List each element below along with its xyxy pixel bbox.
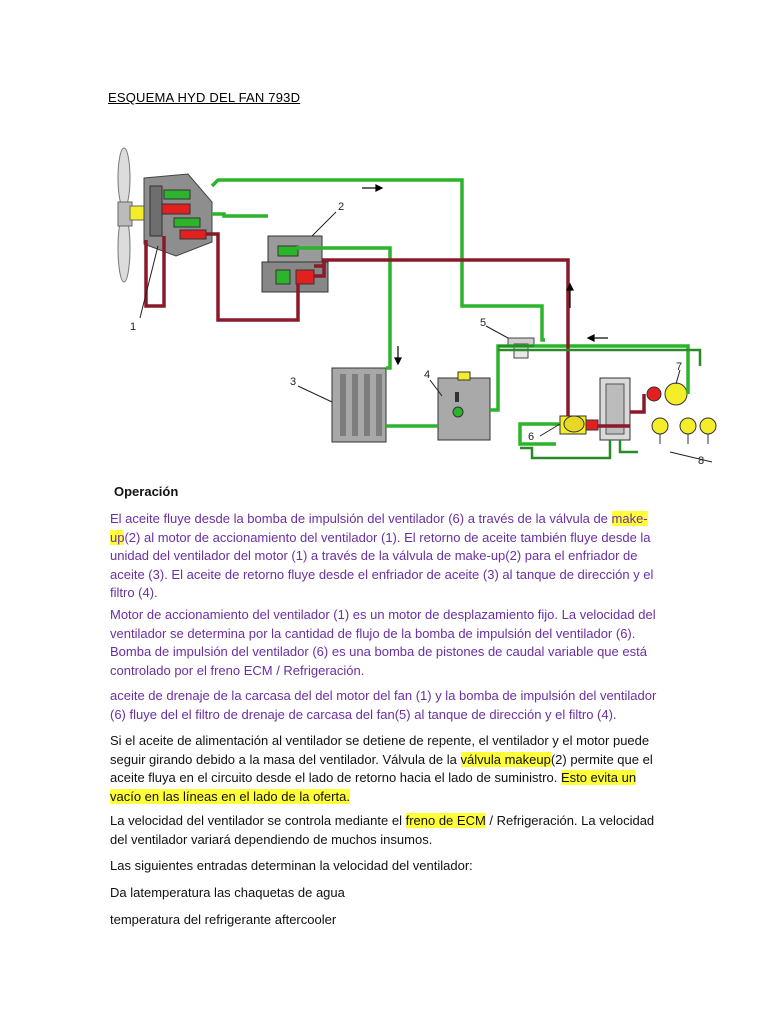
label-3: 3	[290, 376, 297, 388]
paragraph-8: temperatura del refrigerante aftercooler	[110, 912, 337, 927]
p4-highlight-2: Esto evita un vacío en las líneas en el lado de la oferta.	[110, 770, 637, 804]
fan-motor	[130, 174, 212, 256]
p5-text-b: / Refrigeración. La velocidad del ventilador variará dependiendo de muchos insumos.	[110, 813, 655, 847]
ecm-valve	[647, 383, 687, 405]
case-drain-filter	[508, 338, 534, 358]
p4-text-b: (2) permite que el aceite fluya en el circuito desde el lado de retorno hacia el lado de suministro.	[110, 751, 653, 785]
tank-filter	[438, 372, 490, 440]
paragraph-2: Motor de accionamiento del ventilador (1) es un motor de desplazamiento fijo. La velocidad del ventilador se determina por la cantidad de flujo de la bomba de impulsión del ventilador (6). Bomba de impulsión del ventilador (6) es una bomba de pistones de caudal variable que está controlado por el freno ECM / Refrigeración.	[110, 607, 656, 678]
label-2: 2	[338, 201, 345, 213]
sensor-group	[652, 418, 716, 444]
flow-arrows	[362, 185, 608, 364]
label-5: 5	[480, 317, 487, 329]
label-1: 1	[130, 321, 137, 333]
paragraph-6: Las siguientes entradas determinan la velocidad del ventilador:	[110, 858, 473, 873]
p5-text-a: La velocidad del ventilador se controla mediante el	[110, 813, 406, 828]
paragraph-7: Da latemperatura las chaquetas de agua	[110, 885, 345, 900]
return-lines	[146, 234, 644, 426]
control-valve-block	[600, 378, 630, 440]
oil-cooler	[332, 368, 386, 442]
document-title: ESQUEMA HYD DEL FAN 793D	[108, 90, 301, 105]
p1-highlight: make-up	[110, 511, 648, 545]
fan-pump	[560, 416, 598, 434]
section-heading: Operación	[114, 484, 179, 499]
paragraph-1	[110, 510, 670, 603]
label-4: 4	[424, 369, 431, 381]
label-6: 6	[528, 431, 535, 443]
p1-text-a: El aceite fluye desde la bomba de impulsión del ventilador (6) a través de la válvula de	[110, 511, 612, 526]
makeup-valve	[262, 236, 328, 292]
p5-highlight: freno de ECM	[405, 813, 486, 828]
p4-highlight-1: válvula makeup	[460, 751, 551, 767]
hydraulic-fan-schematic	[100, 140, 720, 475]
paragraph-5	[110, 812, 670, 849]
paragraph-4	[110, 732, 670, 806]
label-8: 8	[698, 455, 705, 467]
p1-text-b: (2) al motor de accionamiento del ventilador (1). El retorno de aceite también fluye desde la unidad del ventilador del motor (1) a través de la válvula de make-up(2) para el enfriador de aceite (3). El aceite de retorno fluye desde el enfriador de aceite (3) al tanque de dirección y el filtro (4).	[110, 529, 654, 600]
paragraph-3: aceite de drenaje de la carcasa del del motor del fan (1) y la bomba de impulsión del ventilador (6) fluye del el filtro de drenaje de carcasa del fan(5) al tanque de dirección y el filtro (4).	[110, 688, 657, 722]
p4-text-a: Si el aceite de alimentación al ventilador se detiene de repente, el ventilador y el motor puede seguir girando debido a la masa del ventilador. Válvula de la	[110, 733, 650, 767]
label-7: 7	[676, 361, 683, 373]
